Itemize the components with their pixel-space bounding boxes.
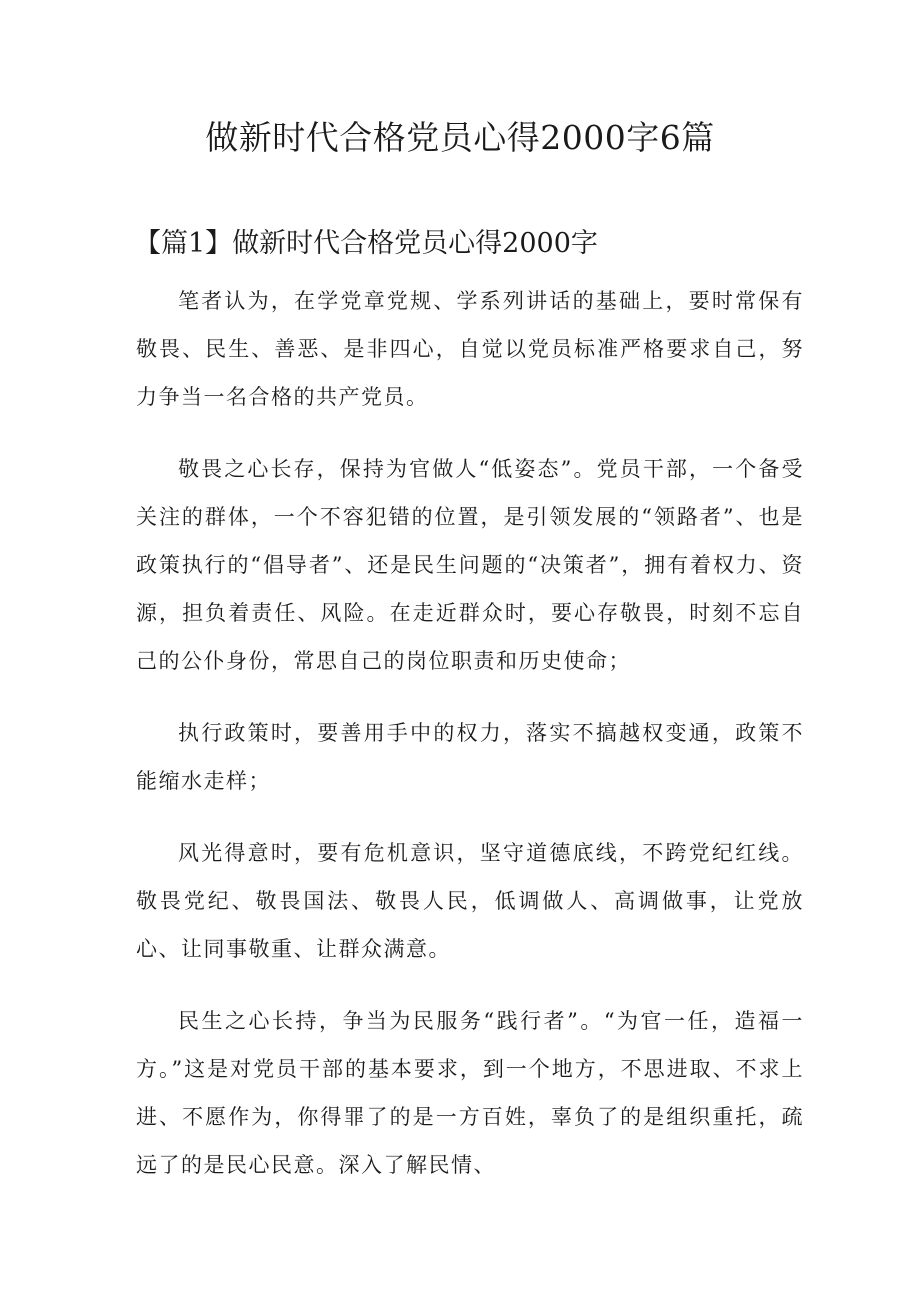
paragraph: 民生之心长持，争当为民服务“践行者”。“为官一任，造福一方。”这是对党员干部的基本要求，到一个地方，不思进取、不求上进、不愿作为，你得罪了的是一方百姓，辜负了的是组织重托，疏远了的是民心民意。深入了解民情、: [136, 1009, 804, 1177]
section-heading: 【篇1】做新时代合格党员心得2000字: [134, 228, 598, 259]
document-title: 做新时代合格党员心得2000字6篇: [205, 118, 715, 157]
paragraph: 笔者认为，在学党章党规、学系列讲话的基础上，要时常保有敬畏、民生、善恶、是非四心，自觉以党员标准严格要求自己，努力争当一名合格的共产党员。: [136, 289, 804, 409]
paragraph: 敬畏之心长存，保持为官做人“低姿态”。党员干部，一个备受关注的群体，一个不容犯错的位置，是引领发展的“领路者”、也是政策执行的“倡导者”、还是民生问题的“决策者”，拥有着权力、资源，担负着责任、风险。在走近群众时，要心存敬畏，时刻不忘自己的公仆身份，常思自己的岗位职责和历史使命；: [136, 457, 804, 673]
document-body: [136, 277, 804, 1213]
paragraph: 风光得意时，要有危机意识，坚守道德底线，不跨党纪红线。敬畏党纪、敬畏国法、敬畏人民，低调做人、高调做事，让党放心、让同事敬重、让群众满意。: [136, 841, 804, 961]
paragraph: 执行政策时，要善用手中的权力，落实不搞越权变通，政策不能缩水走样；: [136, 721, 804, 793]
